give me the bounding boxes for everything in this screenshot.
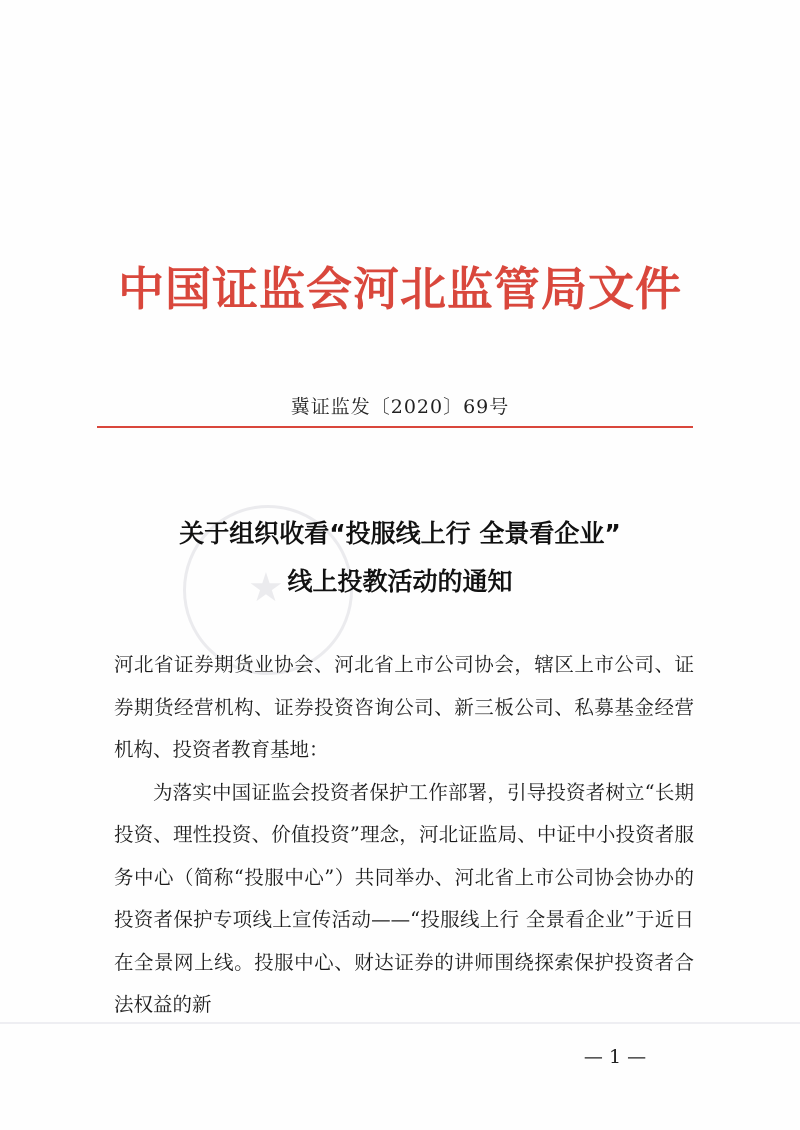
star-icon: ★ <box>248 565 284 611</box>
document-header-title: 中国证监会河北监管局文件 <box>118 262 682 316</box>
addressee-paragraph: 河北省证券期货业协会、河北省上市公司协会，辖区上市公司、证券期货经营机构、证券投资咨询公司、新三板公司、私募基金经营机构、投资者教育基地： <box>114 653 694 761</box>
notice-title-line-1: 关于组织收看“投服线上行 全景看企业” <box>179 519 621 548</box>
body-paragraph-1: 为落实中国证监会投资者保护工作部署，引导投资者树立“长期投资、理性投资、价值投资”理念，河北证监局、中证中小投资者服务中心（简称“投服中心”）共同举办、河北省上市公司协会协办的投资者保护专项线上宣传活动——“投服线上行 全景看企业”于近日在全景网上线。投服中心、财达证券的讲师围绕探索保护投资者合法权益的新 <box>114 780 694 1016</box>
notice-title <box>0 510 800 611</box>
page-number: — 1 — <box>583 1046 647 1068</box>
red-divider-line <box>97 426 693 428</box>
page-bottom-edge <box>0 1022 800 1024</box>
notice-body <box>114 644 694 1027</box>
notice-title-line-2: 线上投教活动的通知 <box>287 567 513 596</box>
document-number: 冀证监发〔2020〕69号 <box>290 396 510 418</box>
